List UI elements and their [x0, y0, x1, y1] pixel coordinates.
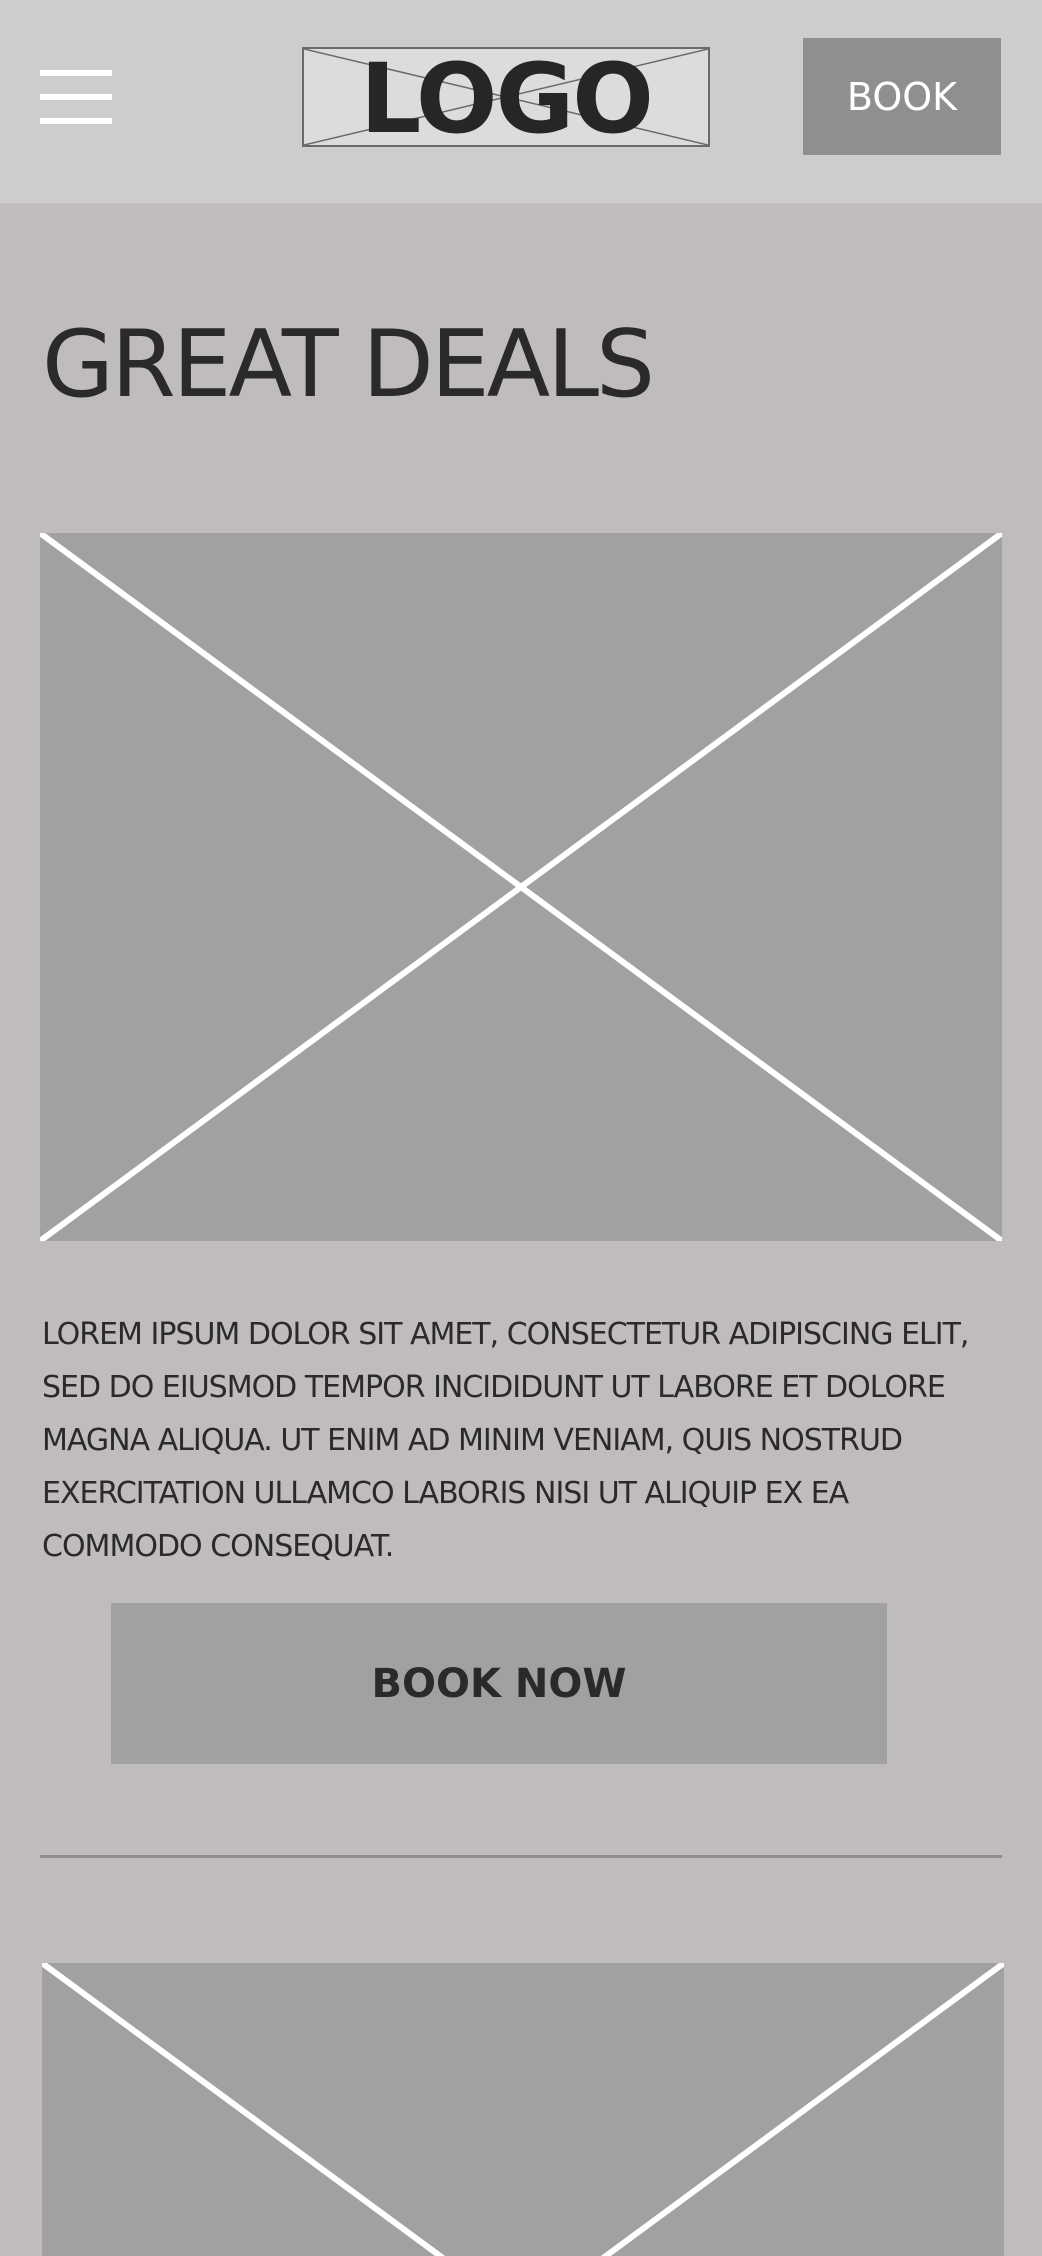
hamburger-menu-icon[interactable]: [40, 70, 112, 125]
section-divider: [40, 1855, 1002, 1858]
hamburger-line: [40, 94, 112, 100]
deal-image-placeholder: [40, 533, 1002, 1241]
book-now-button[interactable]: BOOK NOW: [111, 1603, 887, 1764]
deal-description: LOREM IPSUM DOLOR SIT AMET, CONSECTETUR ADIPISCING ELIT, SED DO EIUSMOD TEMPOR INCIDIDUNT UT LABORE ET DOLORE MAGNA ALIQUA. UT ENIM AD MINIM VENIAM, QUIS NOSTRUD EXERCITATION ULLAMCO LABORIS NISI UT ALIQUIP EX EA COMMODO CONSEQUAT.: [42, 1317, 969, 1564]
book-button[interactable]: BOOK: [803, 38, 1001, 155]
site-header: [0, 0, 1042, 203]
hamburger-line: [40, 118, 112, 124]
page-title: GREAT DEALS: [42, 310, 653, 418]
logo-text: LOGO: [360, 47, 652, 147]
image-placeholder-cross-icon: [42, 1963, 1004, 2256]
image-placeholder-cross-icon: [40, 533, 1002, 1241]
logo[interactable]: [302, 47, 710, 147]
deal-image-placeholder: [42, 1963, 1004, 2256]
hamburger-line: [40, 70, 112, 76]
